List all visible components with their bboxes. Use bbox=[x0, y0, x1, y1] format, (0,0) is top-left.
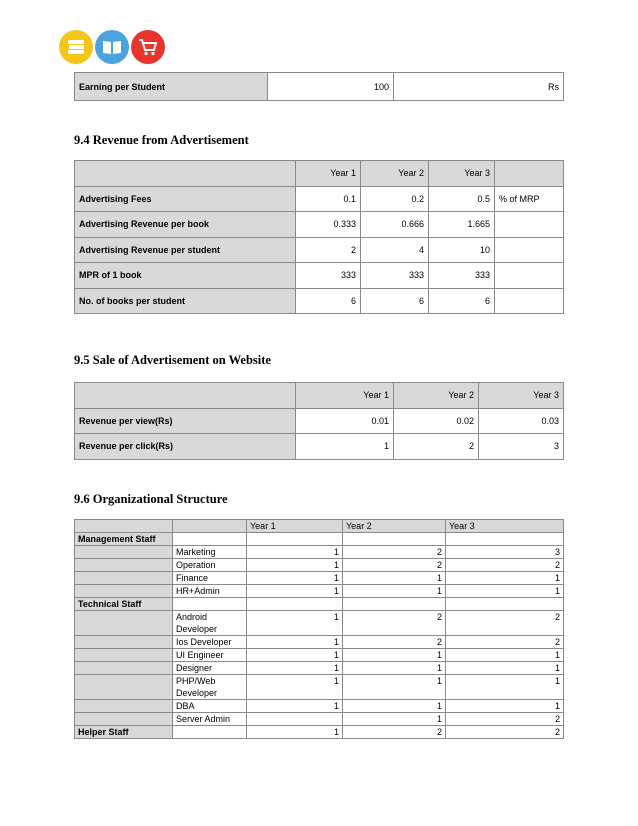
cell: 1 bbox=[247, 649, 343, 662]
cell: 0.1 bbox=[296, 186, 361, 212]
cell: 1 bbox=[343, 700, 446, 713]
table-row bbox=[75, 212, 564, 238]
role-cell: PHP/Web Developer bbox=[173, 675, 247, 700]
group-label: Helper Staff bbox=[75, 726, 173, 739]
cell: 333 bbox=[296, 263, 361, 289]
cell: 1 bbox=[247, 611, 343, 636]
table-row bbox=[75, 186, 564, 212]
cell bbox=[247, 598, 343, 611]
role-cell: Marketing bbox=[173, 546, 247, 559]
cell: 2 bbox=[446, 726, 564, 739]
cell: 0.5 bbox=[429, 186, 495, 212]
table-row bbox=[75, 675, 564, 700]
cell: 0.01 bbox=[296, 408, 394, 434]
row-label: No. of books per student bbox=[75, 288, 296, 314]
group-label bbox=[75, 572, 173, 585]
row-label: Advertising Revenue per student bbox=[75, 237, 296, 263]
group-label bbox=[75, 546, 173, 559]
cell: 333 bbox=[429, 263, 495, 289]
cell: 1 bbox=[247, 675, 343, 700]
unit-cell bbox=[495, 237, 564, 263]
table-header-row bbox=[75, 161, 564, 187]
cell: 1 bbox=[296, 434, 394, 460]
cell: 1 bbox=[247, 559, 343, 572]
table-row bbox=[75, 585, 564, 598]
group-label bbox=[75, 585, 173, 598]
cell: 0.666 bbox=[361, 212, 429, 238]
role-cell: Android Developer bbox=[173, 611, 247, 636]
earning-value: 100 bbox=[268, 73, 394, 101]
group-label bbox=[75, 662, 173, 675]
books-stack-icon bbox=[59, 30, 93, 64]
row-label: Revenue per view(Rs) bbox=[75, 408, 296, 434]
table-header-row bbox=[75, 520, 564, 533]
cell: 1 bbox=[446, 572, 564, 585]
table-row bbox=[75, 73, 564, 101]
column-header: Year 3 bbox=[446, 520, 564, 533]
table-row bbox=[75, 598, 564, 611]
group-label bbox=[75, 611, 173, 636]
table-row bbox=[75, 288, 564, 314]
cell: 1 bbox=[247, 585, 343, 598]
cell bbox=[247, 533, 343, 546]
role-cell bbox=[173, 533, 247, 546]
cell: 1 bbox=[343, 662, 446, 675]
cell: 2 bbox=[446, 611, 564, 636]
advertisement-website-table bbox=[74, 382, 564, 460]
table-row bbox=[75, 700, 564, 713]
section-title-9-4: 9.4 Revenue from Advertisement bbox=[74, 133, 249, 147]
cell: 3 bbox=[446, 546, 564, 559]
earning-table bbox=[74, 72, 564, 101]
cell: 2 bbox=[394, 434, 479, 460]
cell: 1 bbox=[247, 546, 343, 559]
cell: 6 bbox=[361, 288, 429, 314]
column-header: Year 2 bbox=[343, 520, 446, 533]
table-row bbox=[75, 726, 564, 739]
cell: 6 bbox=[296, 288, 361, 314]
table-row bbox=[75, 713, 564, 726]
group-label bbox=[75, 559, 173, 572]
role-cell: Finance bbox=[173, 572, 247, 585]
group-label: Management Staff bbox=[75, 533, 173, 546]
column-header: Year 2 bbox=[361, 161, 429, 187]
table-row bbox=[75, 546, 564, 559]
role-cell: UI Engineer bbox=[173, 649, 247, 662]
logo bbox=[59, 30, 167, 64]
row-label: Advertising Fees bbox=[75, 186, 296, 212]
table-row bbox=[75, 533, 564, 546]
table-row bbox=[75, 237, 564, 263]
cell: 2 bbox=[446, 559, 564, 572]
cell: 6 bbox=[429, 288, 495, 314]
unit-cell bbox=[495, 263, 564, 289]
cell: 2 bbox=[343, 546, 446, 559]
column-header: Year 1 bbox=[296, 161, 361, 187]
table-row bbox=[75, 408, 564, 434]
cell: 2 bbox=[343, 611, 446, 636]
cell: 1 bbox=[247, 572, 343, 585]
row-label: MPR of 1 book bbox=[75, 263, 296, 289]
cell: 0.2 bbox=[361, 186, 429, 212]
cell: 1 bbox=[343, 572, 446, 585]
unit-cell bbox=[495, 288, 564, 314]
earning-unit: Rs bbox=[394, 73, 564, 101]
unit-cell bbox=[495, 212, 564, 238]
cell: 2 bbox=[343, 636, 446, 649]
cell bbox=[446, 598, 564, 611]
cell: 1 bbox=[247, 636, 343, 649]
cell: 2 bbox=[343, 726, 446, 739]
table-row bbox=[75, 572, 564, 585]
group-label bbox=[75, 675, 173, 700]
group-label bbox=[75, 649, 173, 662]
cell: 0.333 bbox=[296, 212, 361, 238]
earning-label: Earning per Student bbox=[75, 73, 268, 101]
cell: 1 bbox=[446, 700, 564, 713]
role-cell: Ios Developer bbox=[173, 636, 247, 649]
organizational-structure-table bbox=[74, 519, 564, 739]
table-row bbox=[75, 662, 564, 675]
cell: 4 bbox=[361, 237, 429, 263]
table-row bbox=[75, 434, 564, 460]
cell bbox=[343, 533, 446, 546]
cell: 333 bbox=[361, 263, 429, 289]
table-header-row bbox=[75, 383, 564, 409]
column-header: Year 3 bbox=[479, 383, 564, 409]
role-cell: HR+Admin bbox=[173, 585, 247, 598]
cell: 1 bbox=[247, 662, 343, 675]
role-cell: DBA bbox=[173, 700, 247, 713]
revenue-advertisement-table bbox=[74, 160, 564, 314]
cell: 1 bbox=[247, 726, 343, 739]
cell: 1 bbox=[247, 700, 343, 713]
cell: 1 bbox=[446, 649, 564, 662]
cell: 1 bbox=[446, 675, 564, 700]
group-label bbox=[75, 636, 173, 649]
role-cell bbox=[173, 726, 247, 739]
cell bbox=[343, 598, 446, 611]
role-cell bbox=[173, 598, 247, 611]
cell: 2 bbox=[296, 237, 361, 263]
cell: 1 bbox=[343, 675, 446, 700]
cell bbox=[247, 713, 343, 726]
section-title-9-5: 9.5 Sale of Advertisement on Website bbox=[74, 353, 271, 367]
row-label: Revenue per click(Rs) bbox=[75, 434, 296, 460]
table-row bbox=[75, 636, 564, 649]
cell: 10 bbox=[429, 237, 495, 263]
cell: 2 bbox=[446, 713, 564, 726]
table-row bbox=[75, 611, 564, 636]
group-label bbox=[75, 713, 173, 726]
unit-cell: % of MRP bbox=[495, 186, 564, 212]
column-header: Year 3 bbox=[429, 161, 495, 187]
cell: 2 bbox=[446, 636, 564, 649]
section-title-9-6: 9.6 Organizational Structure bbox=[74, 492, 228, 506]
cell: 1 bbox=[446, 662, 564, 675]
cell bbox=[446, 533, 564, 546]
column-header: Year 2 bbox=[394, 383, 479, 409]
table-row bbox=[75, 559, 564, 572]
cell: 3 bbox=[479, 434, 564, 460]
cell: 1 bbox=[343, 585, 446, 598]
group-label: Technical Staff bbox=[75, 598, 173, 611]
column-header: Year 1 bbox=[247, 520, 343, 533]
role-cell: Server Admin bbox=[173, 713, 247, 726]
row-label: Advertising Revenue per book bbox=[75, 212, 296, 238]
cell: 2 bbox=[343, 559, 446, 572]
table-row bbox=[75, 263, 564, 289]
open-book-icon bbox=[95, 30, 129, 64]
shopping-cart-icon bbox=[131, 30, 165, 64]
role-cell: Designer bbox=[173, 662, 247, 675]
cell: 0.03 bbox=[479, 408, 564, 434]
cell: 1 bbox=[446, 585, 564, 598]
cell: 0.02 bbox=[394, 408, 479, 434]
cell: 1 bbox=[343, 713, 446, 726]
table-row bbox=[75, 649, 564, 662]
role-cell: Operation bbox=[173, 559, 247, 572]
group-label bbox=[75, 700, 173, 713]
cell: 1.665 bbox=[429, 212, 495, 238]
cell: 1 bbox=[343, 649, 446, 662]
column-header: Year 1 bbox=[296, 383, 394, 409]
